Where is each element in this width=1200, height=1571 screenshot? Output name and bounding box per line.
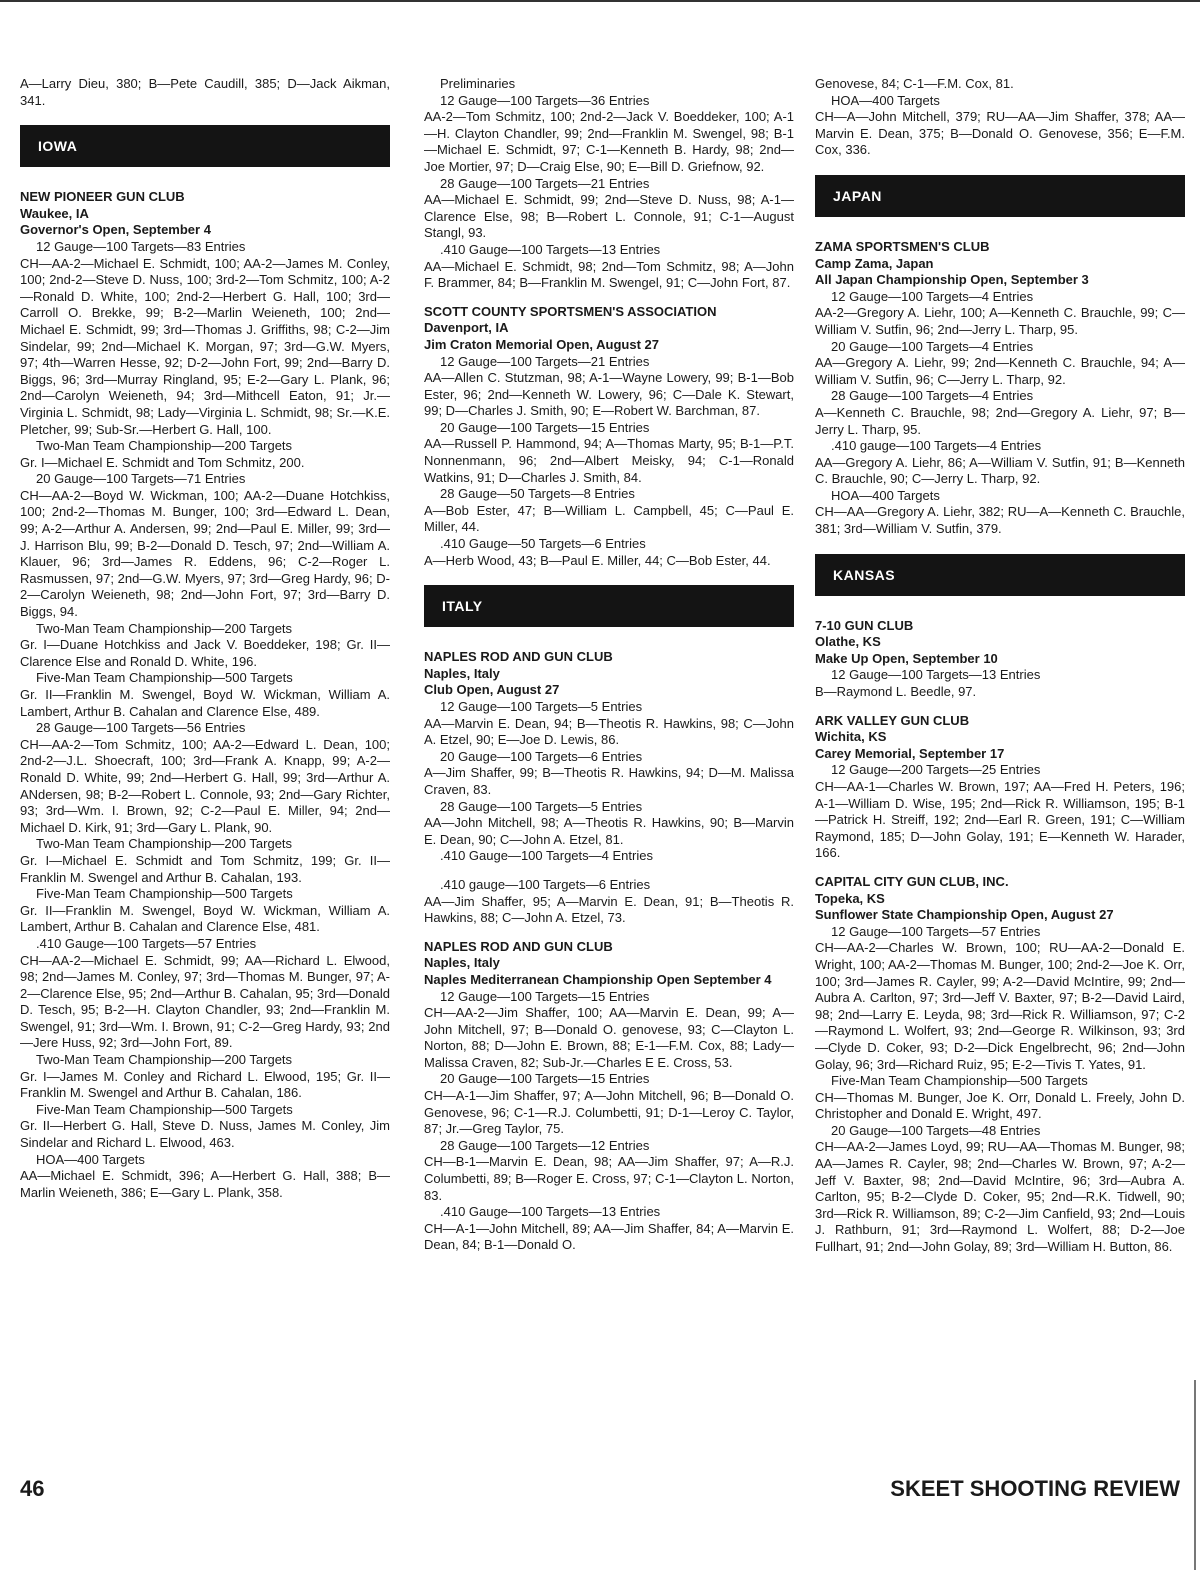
club-heading: Governor's Open, September 4 <box>20 222 211 238</box>
results-paragraph: Gr. II—Franklin M. Swengel, Boyd W. Wickman, William A. Lambert, Arthur B. Cahalan and Clarence Else, 481. <box>20 902 390 935</box>
results-paragraph: AA—John Mitchell, 98; A—Theotis R. Hawkins, 90; B—Marvin E. Dean, 90; C—John A. Etzel, 81. <box>424 815 794 847</box>
event-line: 12 Gauge—100 Targets—36 Entries <box>440 92 650 108</box>
results-paragraph: CH—A-1—Jim Shaffer, 97; A—John Mitchell, 96; B—Donald O. Genovese, 96; C-1—R.J. Columbetti, 91; D-1—Leroy C. Taylor, 87; Jr.—Greg Taylor, 75. <box>424 1088 794 1137</box>
results-paragraph: CH—AA-2—Michael E. Schmidt, 99; AA—Richard L. Elwood, 98; 2nd—James M. Conley, 97; 3rd—Thomas M. Bunger, 97; A-2—Clarence Else, 95; 2nd—Arthur B. Cahalan, 95; 3rd—Donald D. Tesch, 95; B-2—H. Clayton Chandler, 93; 2nd—Franklin M. Swengel, 91; 3rd—Wm. I. Brown, 91; C-2—Greg Hardy, 93; 2nd—Jere Huss, 92; 3rd—John Fort, 89. <box>20 952 390 1051</box>
event-line: Five-Man Team Championship—500 Targets <box>36 886 293 902</box>
results-paragraph: Gr. I—Duane Hotchkiss and Jack V. Boeddeker, 198; Gr. II—Clarence Else and Ronald D. White, 196. <box>20 637 390 669</box>
club-heading: Make Up Open, September 10 <box>815 650 998 666</box>
results-paragraph: A—Kenneth C. Brauchle, 98; 2nd—Gregory A. Liehr, 97; B—Jerry L. Tharp, 95. <box>815 404 1185 437</box>
club-heading: Davenport, IA <box>424 320 509 336</box>
results-paragraph: CH—AA-2—Michael E. Schmidt, 100; AA-2—James M. Conley, 100; 2nd-2—Steve D. Nuss, 100; 3rd-2—Tom Schmitz, 100; A-2—Ronald D. White, 100; 2nd-2—Herbert G. Hall, 100; 3rd—Carroll O. Brekke, 99; B-2—Marlin Weieneth, 100; 2nd—Michael E. Schmidt, 99; 3rd—Thomas J. Griffiths, 98; C-2—Jim Sindelar, 99; 2nd—Michael K. Morgan, 97; 3rd—G.W. Myers, 97; 4th—Warren Hesse, 92; D-2—John Fort, 99; 2nd—Barry D. Biggs, 96; 3rd—Murray Ringland, 95; E-2—Gary L. Plank, 96; 2nd—Carolyn Weieneth, 94; 3rd—Mithcell Eaton, 91; Jr.—Virginia L. Schmidt, 98; Lady—Virginia L. Schmidt, 98; Sr.—K.E. Pletcher, 99; Sub-Sr.—Herbert G. Hall, 100. <box>20 255 390 437</box>
club-heading: Wichita, KS <box>815 729 887 745</box>
club-heading: Naples, Italy <box>424 665 500 681</box>
spacer <box>424 865 794 877</box>
club-heading: All Japan Championship Open, September 3 <box>815 272 1089 288</box>
results-paragraph: A—Jim Shaffer, 99; B—Theotis R. Hawkins, 94; D—M. Malissa Craven, 83. <box>424 765 794 797</box>
results-paragraph: AA—Michael E. Schmidt, 98; 2nd—Tom Schmitz, 98; A—John F. Brammer, 84; B—Franklin M. Swengel, 91; C—John Fort, 87. <box>424 258 794 291</box>
results-paragraph: Genovese, 84; C-1—F.M. Cox, 81. <box>815 76 1014 91</box>
event-line: Two-Man Team Championship—200 Targets <box>36 836 293 852</box>
results-paragraph: CH—A-1—John Mitchell, 89; AA—Jim Shaffer, 84; A—Marvin E. Dean, 84; B-1—Donald O. <box>424 1220 794 1253</box>
event-line: 28 Gauge—100 Targets—21 Entries <box>440 175 650 191</box>
club-heading: ARK VALLEY GUN CLUB <box>815 712 970 728</box>
results-paragraph: Gr. I—Michael E. Schmidt and Tom Schmitz, 200. <box>20 454 305 470</box>
event-line: Five-Man Team Championship—500 Targets <box>36 670 293 686</box>
results-paragraph: AA—Marvin E. Dean, 94; B—Theotis R. Hawkins, 98; C—John A. Etzel, 90; E—Joe D. Lewis, 86. <box>424 715 794 748</box>
results-paragraph: CH—AA-2—Jim Shaffer, 100; AA—Marvin E. Dean, 99; A—John Mitchell, 97; B—Donald O. genovese, 93; C—Clayton L. Norton, 88; D—John E. Brown, 88; E-1—F.M. Cox, 88; Lady—Malissa Craven, 82; Sub-Jr.—Charles E E. Cross, 53. <box>424 1005 794 1070</box>
spacer <box>815 701 1185 713</box>
top-rule <box>0 0 1200 2</box>
event-line: 20 Gauge—100 Targets—48 Entries <box>831 1122 1041 1138</box>
event-line: 20 Gauge—100 Targets—15 Entries <box>440 1071 650 1087</box>
results-paragraph: CH—AA—Gregory A. Liehr, 382; RU—A—Kenneth C. Brauchle, 381; 3rd—William V. Sutfin, 379. <box>815 504 1185 537</box>
results-paragraph: CH—A—John Mitchell, 379; RU—AA—Jim Shaffer, 378; AA—Marvin E. Dean, 375; B—Donald O. Genovese, 356; E—F.M. Cox, 336. <box>815 109 1185 158</box>
results-paragraph: CH—AA-2—Tom Schmitz, 100; AA-2—Edward L. Dean, 100; 2nd-2—J.L. Shoecraft, 100; 3rd—Frank A. Knapp, 99; A-2—Ronald D. White, 99; 2nd—Herbert G. Hall, 99; 3rd—Arthur A. ANdersen, 98; B-2—Robert L. Connole, 93; 2nd—Gary Richter, 93; 3rd—Wm. I. Brown, 92; C-2—Paul E. Miller, 94; 2nd—Michael D. Kirk, 91; 3rd—Gary L. Plank, 90. <box>20 736 390 835</box>
results-paragraph: A—Larry Dieu, 380; B—Pete Caudill, 385; D—Jack Aikman, 341. <box>20 76 390 108</box>
section-banner: IOWA <box>20 125 390 167</box>
club-heading: Naples Mediterranean Championship Open September 4 <box>424 971 772 987</box>
results-paragraph: AA—Jim Shaffer, 95; A—Marvin E. Dean, 91; B—Theotis R. Hawkins, 88; C—John A. Etzel, 73. <box>424 893 794 926</box>
results-paragraph: B—Raymond L. Beedle, 97. <box>815 684 977 700</box>
event-line: .410 gauge—100 Targets—4 Entries <box>831 438 1042 454</box>
event-line: 12 Gauge—100 Targets—57 Entries <box>831 923 1041 939</box>
results-paragraph: CH—AA-2—James Loyd, 99; RU—AA—Thomas M. Bunger, 98; AA—James R. Cayler, 98; 2nd—Charles W. Brown, 97; A-2—Jeff V. Baxter, 98; 2nd—David McIntire, 96; 3rd—Aubra A. Carlton, 95; B-2—Clyde D. Coker, 95; 2nd—R.K. Tidwell, 90; 3rd—Rick R. Williamson, 89; C-2—Jim Canfield, 93; 2nd—Louis J. Rathburn, 91; 3rd—Raymond L. Wolfert, 88; D-2—Joe Fullhart, 91; 2nd—John Golay, 89; 3rd—William H. Button, 86. <box>815 1139 1185 1255</box>
publication-title: SKEET SHOOTING REVIEW <box>890 1476 1180 1501</box>
event-line: .410 gauge—100 Targets—6 Entries <box>440 876 651 892</box>
event-line: .410 Gauge—50 Targets—6 Entries <box>440 536 646 552</box>
section-banner: ITALY <box>424 585 794 627</box>
column-3 <box>815 76 1185 1256</box>
results-paragraph: CH—AA-2—Boyd W. Wickman, 100; AA-2—Duane Hotchkiss, 100; 2nd-2—Thomas M. Bunger, 100; 3rd—Edward L. Dean, 99; A-2—Arthur A. Andersen, 99; 2nd—Paul E. Miller, 99; 3rd—J. Harrison Blu, 99; B-2—Donald D. Tesch, 97; 2nd—William A. Klauer, 96; 3rd—James R. Eddens, 96; C-2—Roger L. Rasmussen, 97; 2nd—G.W. Myers, 97; 3rd—Greg Hardy, 96; D-2—Carolyn Weieneth, 98; 2nd—John Fort, 97; 3rd—Barry D. Biggs, 94. <box>20 487 390 620</box>
results-paragraph: Gr. II—Herbert G. Hall, Steve D. Nuss, James M. Conley, Jim Sindelar and Richard L. Elwood, 463. <box>20 1118 390 1151</box>
event-line: Five-Man Team Championship—500 Targets <box>831 1073 1088 1089</box>
club-heading: Sunflower State Championship Open, August 27 <box>815 907 1114 923</box>
results-paragraph: Gr. I—James M. Conley and Richard L. Elwood, 195; Gr. II—Franklin M. Swengel and Arthur B. Cahalan, 186. <box>20 1068 390 1101</box>
results-paragraph: A—Bob Ester, 47; B—William L. Campbell, 45; C—Paul E. Miller, 44. <box>424 502 794 535</box>
event-line: Two-Man Team Championship—200 Targets <box>36 620 293 636</box>
results-paragraph: AA—Michael E. Schmidt, 99; 2nd—Steve D. Nuss, 98; A-1—Clarence Else, 98; B—Robert L. Connole, 91; C-1—August Stangl, 93. <box>424 192 794 241</box>
club-heading: CAPITAL CITY GUN CLUB, INC. <box>815 873 1009 889</box>
event-line: 28 Gauge—100 Targets—56 Entries <box>36 720 246 736</box>
event-line: Two-Man Team Championship—200 Targets <box>36 1052 293 1068</box>
event-line: 20 Gauge—100 Targets—15 Entries <box>440 419 650 435</box>
results-paragraph: A—Herb Wood, 43; B—Paul E. Miller, 44; C—Bob Ester, 44. <box>424 552 771 568</box>
club-heading: Carey Memorial, September 17 <box>815 745 1005 761</box>
results-paragraph: Gr. I—Michael E. Schmidt and Tom Schmitz, 199; Gr. II—Franklin M. Swengel and Arthur B. Cahalan, 193. <box>20 852 390 885</box>
event-line: 28 Gauge—50 Targets—8 Entries <box>440 486 635 502</box>
club-heading: Club Open, August 27 <box>424 682 560 698</box>
section-banner: JAPAN <box>815 175 1185 217</box>
spacer <box>424 292 794 304</box>
event-line: HOA—400 Targets <box>831 92 940 108</box>
event-line: Five-Man Team Championship—500 Targets <box>36 1101 293 1117</box>
results-paragraph: AA—Gregory A. Liehr, 86; A—William V. Sutfin, 91; B—Kenneth C. Brauchle, 90; C—Jerry L. Tharp, 92. <box>815 454 1185 487</box>
results-paragraph: AA-2—Gregory A. Liehr, 100; A—Kenneth C. Brauchle, 99; C—William V. Sutfin, 96; 2nd—Jerry L. Tharp, 95. <box>815 305 1185 337</box>
club-heading: ZAMA SPORTSMEN'S CLUB <box>815 238 990 254</box>
event-line: 28 Gauge—100 Targets—12 Entries <box>440 1137 650 1153</box>
event-line: HOA—400 Targets <box>36 1151 145 1167</box>
results-paragraph: CH—B-1—Marvin E. Dean, 98; AA—Jim Shaffer, 97; A—R.J. Columbetti, 89; B—Roger E. Cross, 97; C-1—Clayton L. Norton, 83. <box>424 1154 794 1203</box>
club-heading: Waukee, IA <box>20 205 89 221</box>
event-line: 20 Gauge—100 Targets—4 Entries <box>831 338 1034 354</box>
results-paragraph: AA—Gregory A. Liehr, 99; 2nd—Kenneth C. Brauchle, 94; A—William V. Sutfin, 96; C—Jerry L. Tharp, 92. <box>815 355 1185 387</box>
results-paragraph: AA—Russell P. Hammond, 94; A—Thomas Marty, 95; B-1—P.T. Nonnenmann, 96; 2nd—Albert Meisky, 94; C-1—Ronald Watkins, 91; D—Charles J. Smith, 84. <box>424 436 794 485</box>
page-number: 46 <box>20 1476 45 1501</box>
event-line: 20 Gauge—100 Targets—6 Entries <box>440 748 643 764</box>
event-line: 20 Gauge—100 Targets—71 Entries <box>36 471 246 487</box>
event-line: .410 Gauge—100 Targets—13 Entries <box>440 241 661 257</box>
event-line: .410 Gauge—100 Targets—13 Entries <box>440 1204 661 1220</box>
spacer <box>424 927 794 939</box>
event-line: 12 Gauge—100 Targets—15 Entries <box>440 988 650 1004</box>
page-edge-rule <box>1194 1380 1196 1570</box>
column-2 <box>424 76 794 1254</box>
column-1 <box>20 76 390 1201</box>
event-line: 12 Gauge—100 Targets—13 Entries <box>831 667 1041 683</box>
event-line: 12 Gauge—100 Targets—83 Entries <box>36 238 246 254</box>
results-paragraph: CH—Thomas M. Bunger, Joe K. Orr, Donald L. Freely, John D. Christopher and Donald E. Wright, 497. <box>815 1089 1185 1122</box>
event-line: 28 Gauge—100 Targets—4 Entries <box>831 388 1034 404</box>
event-line: .410 Gauge—100 Targets—4 Entries <box>440 848 653 864</box>
event-line: HOA—400 Targets <box>831 487 940 503</box>
event-line: Two-Man Team Championship—200 Targets <box>36 438 293 454</box>
club-heading: NAPLES ROD AND GUN CLUB <box>424 938 613 954</box>
club-heading: Jim Craton Memorial Open, August 27 <box>424 336 660 352</box>
club-heading: Camp Zama, Japan <box>815 255 934 271</box>
event-line: .410 Gauge—100 Targets—57 Entries <box>36 935 257 951</box>
results-paragraph: AA-2—Tom Schmitz, 100; 2nd-2—Jack V. Boeddeker, 100; A-1—H. Clayton Chandler, 99; 2nd—Franklin M. Swengel, 98; B-1—Michael E. Schmidt, 97; C-1—Kenneth B. Hardy, 98; 2nd—Joe Mortier, 97; D—Craig Else, 90; E—Bill D. Griefnow, 92. <box>424 109 794 174</box>
results-paragraph: CH—AA-1—Charles W. Brown, 197; AA—Fred H. Peters, 196; A-1—William D. Wise, 195; 2nd—Rick R. Williamson, 195; B-1—Patrick H. Streiff, 192; 2nd—Earl R. Green, 191; C—William Raymond, 185; D—John Golay, 191; E—Kenneth W. Harader, 166. <box>815 779 1185 861</box>
club-heading: 7-10 GUN CLUB <box>815 617 914 633</box>
spacer <box>815 862 1185 874</box>
results-paragraph: CH—AA-2—Charles W. Brown, 100; RU—AA-2—Donald E. Wright, 100; AA-2—Thomas M. Bunger, 100; 2nd-2—Joe K. Orr, 100; 3rd—James R. Cayler, 99; A-2—David McIntire, 99; 2nd—Aubra A. Carlton, 97; 3rd—Jeff V. Baxter, 97; B-2—David Laird, 98; 2nd—Larry E. Leyda, 98; 3rd—Rick R. Williamson, 97; C-2—Raymond L. Wolfert, 93; 2nd—George R. Wilkinson, 93; 3rd—Clyde D. Coker, 93; D-2—Dick Engelbrecht, 96; 2nd—John Golay, 96; 3rd—Richard Ruiz, 95; E-2—Tivis T. Yates, 91. <box>815 940 1185 1072</box>
event-line: 12 Gauge—100 Targets—5 Entries <box>440 699 643 714</box>
event-line: 12 Gauge—200 Targets—25 Entries <box>831 762 1041 778</box>
club-heading: Naples, Italy <box>424 955 500 971</box>
club-heading: NEW PIONEER GUN CLUB <box>20 189 185 205</box>
event-line: 12 Gauge—100 Targets—21 Entries <box>440 353 650 369</box>
results-paragraph: Gr. II—Franklin M. Swengel, Boyd W. Wickman, William A. Lambert, Arthur B. Cahalan and Clarence Else, 489. <box>20 687 390 719</box>
results-paragraph: AA—Michael E. Schmidt, 396; A—Herbert G. Hall, 388; B—Marlin Weieneth, 386; E—Gary L. Plank, 358. <box>20 1168 390 1200</box>
event-line: 12 Gauge—100 Targets—4 Entries <box>831 288 1034 304</box>
club-heading: SCOTT COUNTY SPORTSMEN'S ASSOCIATION <box>424 303 717 319</box>
club-heading: Olathe, KS <box>815 634 881 650</box>
club-heading: NAPLES ROD AND GUN CLUB <box>424 649 613 665</box>
section-banner: KANSAS <box>815 554 1185 596</box>
club-heading: Topeka, KS <box>815 890 885 906</box>
event-line: Preliminaries <box>440 76 516 91</box>
event-line: 28 Gauge—100 Targets—5 Entries <box>440 798 643 814</box>
results-paragraph: AA—Allen C. Stutzman, 98; A-1—Wayne Lowery, 99; B-1—Bob Ester, 96; 2nd—Kenneth W. Lowery, 96; C—Dale K. Stewart, 99; D—Charles J. Smith, 90; E—Robert W. Barchman, 87. <box>424 370 794 419</box>
